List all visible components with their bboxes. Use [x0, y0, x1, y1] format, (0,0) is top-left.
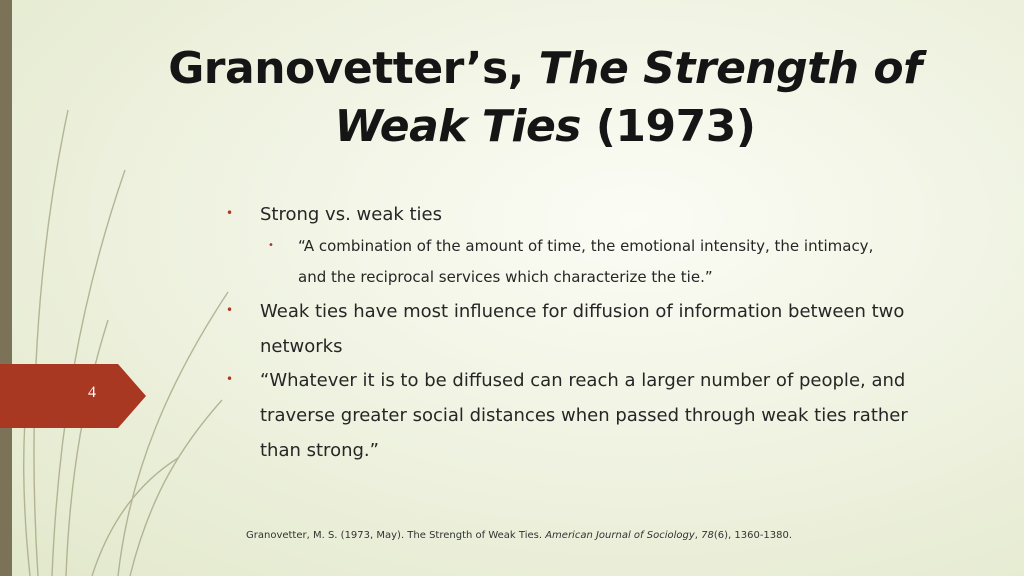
citation: Granovetter, M. S. (1973, May). The Strength of Weak Ties. American Journal of Sociology, 78(6), 1360-1380.: [246, 530, 793, 541]
page-number: 4: [88, 384, 96, 401]
sub-bullet-text: “A combination of the amount of time, the emotional intensity, the intimacy, and the reciprocal services which characterize the tie.”: [298, 237, 874, 286]
slide-title: Granovetter’s, The Strength of Weak Ties (1973): [168, 43, 922, 152]
page-number-tab: [0, 364, 146, 428]
bullet-marker: •: [226, 206, 234, 220]
bullet-text: Strong vs. weak ties: [260, 204, 443, 225]
bullet-text: “Whatever it is to be diffused can reach a larger number of people, and traverse greater social distances when passed through weak ties rather than strong.”: [260, 370, 908, 461]
bullet-marker: •: [226, 303, 234, 317]
sub-bullet-marker: •: [268, 240, 274, 251]
bullet-marker: •: [226, 372, 234, 386]
bullet-text: Weak ties have most influence for diffusion of information between two networks: [260, 301, 905, 357]
